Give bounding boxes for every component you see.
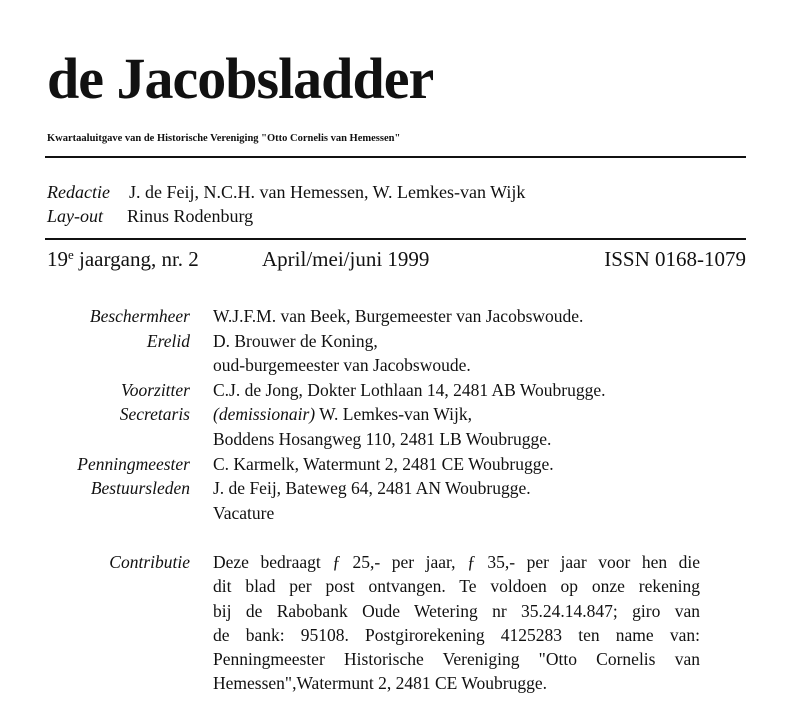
contribution-label: Contributie [109,552,190,572]
volume-number: 19 [47,247,68,271]
editorial-credits [47,180,525,228]
divider-issue [45,238,746,240]
board-row [0,452,800,477]
board-row [0,353,800,378]
board-value: Boddens Hosangweg 110, 2481 LB Woubrugge. [213,428,552,449]
issue-volume [47,246,199,272]
board-row [0,427,800,452]
board-value: C. Karmelk, Watermunt 2, 2481 CE Woubrugge. [213,453,554,474]
board-role: Secretaris [119,404,190,425]
contribution-line: Hemessen",Watermunt 2, 2481 CE Woubrugge. [213,673,548,694]
board-value: C.J. de Jong, Dokter Lothlaan 14, 2481 AB Woubrugge. [213,379,606,400]
board-value: (demissionair) W. Lemkes-van Wijk, [213,404,473,425]
masthead-subtitle: Kwartaaluitgave van de Historische Vereniging "Otto Cornelis van Hemessen" [47,133,401,144]
board-value: oud-burgemeester van Jacobswoude. [213,355,471,376]
contribution-line: bij de Rabobank Oude Wetering nr 35.24.14.847; giro van [213,600,700,621]
board-value: Vacature [213,502,275,523]
contribution-line: Deze bedraagt ƒ 25,- per jaar, ƒ 35,- per jaar voor hen die [213,552,700,572]
contribution-text [213,550,700,696]
board-value: D. Brouwer de Koning, [213,330,378,351]
board-value: W.J.F.M. van Beek, Burgemeester van Jacobswoude. [213,306,584,326]
board-role: Erelid [146,330,190,351]
divider-top [45,156,746,158]
issue-issn: ISSN 0168-1079 [604,247,746,271]
editor-value: J. de Feij, N.C.H. van Hemessen, W. Lemkes-van Wijk [129,182,526,202]
volume-suffix: e [68,247,74,262]
board-row [0,378,800,403]
board-role: Penningmeester [77,453,190,474]
masthead-title: de Jacobsladder [47,46,434,111]
contribution-line: Penningmeester Historische Vereniging "Otto Cornelis van [213,649,700,670]
board-value: J. de Feij, Bateweg 64, 2481 AN Woubrugge. [213,478,531,499]
editor-row-redactie [47,180,525,204]
board-members [0,304,800,525]
volume-rest: jaargang, nr. 2 [73,247,199,271]
board-role: Beschermheer [89,306,190,326]
board-row [0,476,800,501]
editor-label: Lay-out [47,206,103,226]
editor-label: Redactie [47,182,110,202]
board-row [0,329,800,354]
contribution-line: de bank: 95108. Postgirorekening 4125283 ten name van: [213,624,700,645]
contribution-line: dit blad per post ontvangen. Te voldoen op onze rekening [213,576,700,597]
status-note: (demissionair) [213,404,316,425]
board-role: Voorzitter [120,379,190,400]
issue-date: April/mei/juni 1999 [262,247,430,271]
board-row [0,304,800,329]
editor-value: Rinus Rodenburg [127,206,254,226]
board-role: Bestuursleden [90,478,190,499]
board-row [0,501,800,526]
editor-row-layout [47,204,525,228]
board-row [0,402,800,427]
